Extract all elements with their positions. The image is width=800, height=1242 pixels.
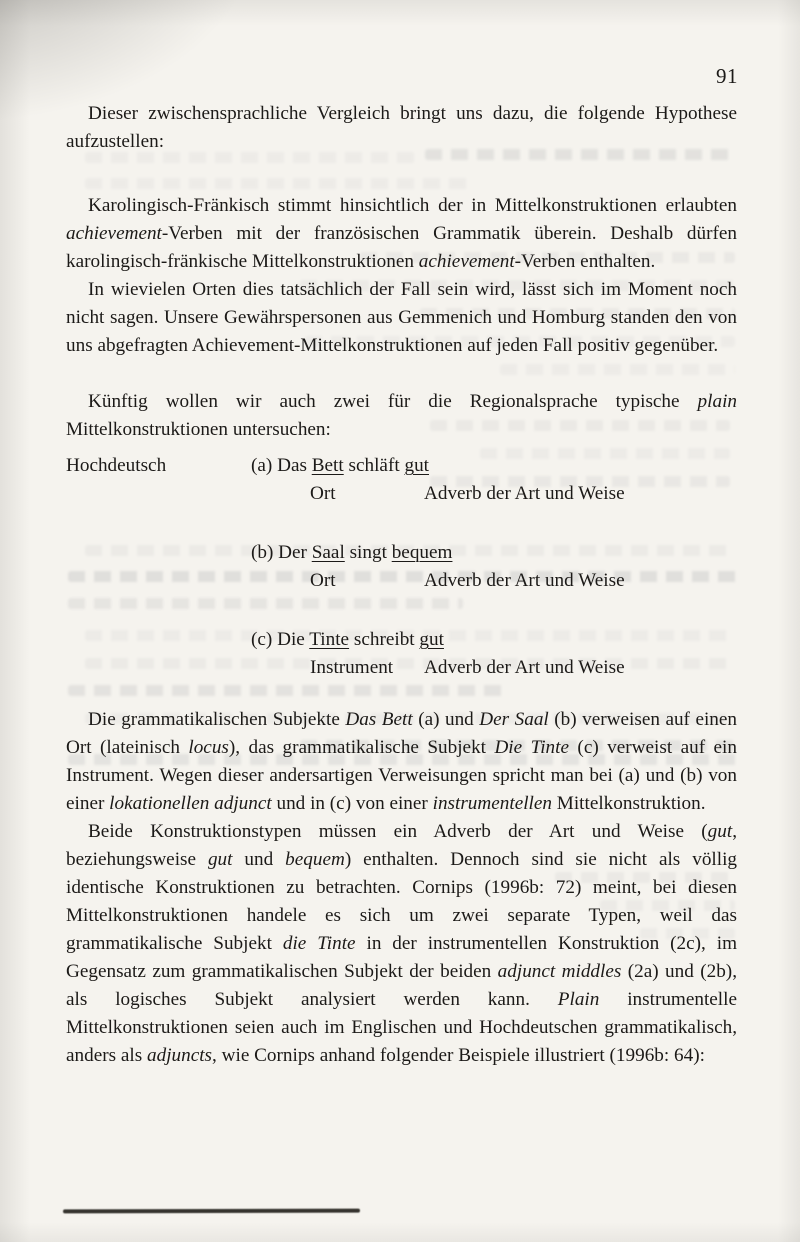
examples-language-label: Hochdeutsch — [66, 455, 167, 476]
example-c-gloss-role: Instrument — [310, 657, 394, 678]
example-c — [66, 626, 737, 682]
page-body-text — [66, 100, 737, 1070]
example-b-gloss-adverb: Adverb der Art und Weise — [424, 570, 625, 591]
example-c-sentence-line — [66, 626, 737, 654]
example-a-sentence: (a) Das Bett schläft gut — [251, 455, 429, 476]
paragraph-hypothesis: Karolingisch-Fränkisch stimmt hinsichtlich der in Mittelkonstruktionen erlaubten achievement-Verben mit der französischen Grammatik überein. Deshalb dürfen karolingisch-fränkische Mittelkonstruktionen achievement-Verben enthalten. — [66, 195, 737, 272]
example-b — [66, 539, 737, 595]
example-c-gloss — [66, 654, 737, 682]
example-b-sentence-line — [66, 539, 737, 567]
example-a-gloss-adverb: Adverb der Art und Weise — [424, 483, 625, 504]
example-c-gloss-adverb: Adverb der Art und Weise — [424, 657, 625, 678]
scan-edge-artifact — [63, 1209, 360, 1214]
examples-block — [66, 452, 737, 682]
paragraph-intro: Dieser zwischensprachliche Vergleich bringt uns dazu, die folgende Hypothese aufzustellen: — [66, 103, 737, 152]
example-c-sentence: (c) Die Tinte schreibt gut — [251, 629, 444, 650]
example-a — [66, 452, 737, 508]
example-a-sentence-line — [66, 452, 737, 480]
paragraph-informants: In wievielen Orten dies tatsächlich der Fall sein wird, lässt sich im Moment noch nicht sagen. Unsere Gewährspersonen aus Gemmenich und Homburg standen den von uns abgefragten Achievement-Mittelkonstruktionen auf jeden Fall positiv gegenüber. — [66, 279, 737, 356]
example-a-gloss — [66, 480, 737, 508]
example-a-gloss-role: Ort — [310, 483, 336, 504]
example-b-sentence: (b) Der Saal singt bequem — [251, 542, 453, 563]
paragraph-plain-intro: Künftig wollen wir auch zwei für die Regionalsprache typische plain Mittelkonstruktionen untersuchen: — [66, 391, 737, 440]
paragraph-subjects: Die grammatikalischen Subjekte Das Bett (a) und Der Saal (b) verweisen auf einen Ort (lateinisch locus), das grammatikalische Subjekt Die Tinte (c) verweist auf ein Instrument. Wegen dieser andersartigen Verweisungen spricht man bei (a) und (b) von einer lokationellen adjunct und in (c) von einer instrumentellen Mittelkonstruktion. — [66, 709, 737, 814]
paragraph-cornips: Beide Konstruktionstypen müssen ein Adverb der Art und Weise (gut, beziehungsweise gut und bequem) enthalten. Dennoch sind sie nicht als völlig identische Konstruktionen zu betrachten. Cornips (1996b: 72) meint, bei diesen Mittelkonstruktionen handele es sich um zwei separate Typen, weil das grammatikalische Subjekt die Tinte in der instrumentellen Konstruktion (2c), im Gegensatz zum grammatikalischen Subjekt der beiden adjunct middles (2a) und (2b), als logisches Subjekt analysiert werden kann. Plain instrumentelle Mittelkonstruktionen seien auch im Englischen und Hochdeutschen grammatikalisch, anders als adjuncts, wie Cornips anhand folgender Beispiele illustriert (1996b: 64): — [66, 821, 737, 1066]
page-number: 91 — [716, 64, 738, 88]
example-b-gloss-role: Ort — [310, 570, 336, 591]
example-b-gloss — [66, 567, 737, 595]
